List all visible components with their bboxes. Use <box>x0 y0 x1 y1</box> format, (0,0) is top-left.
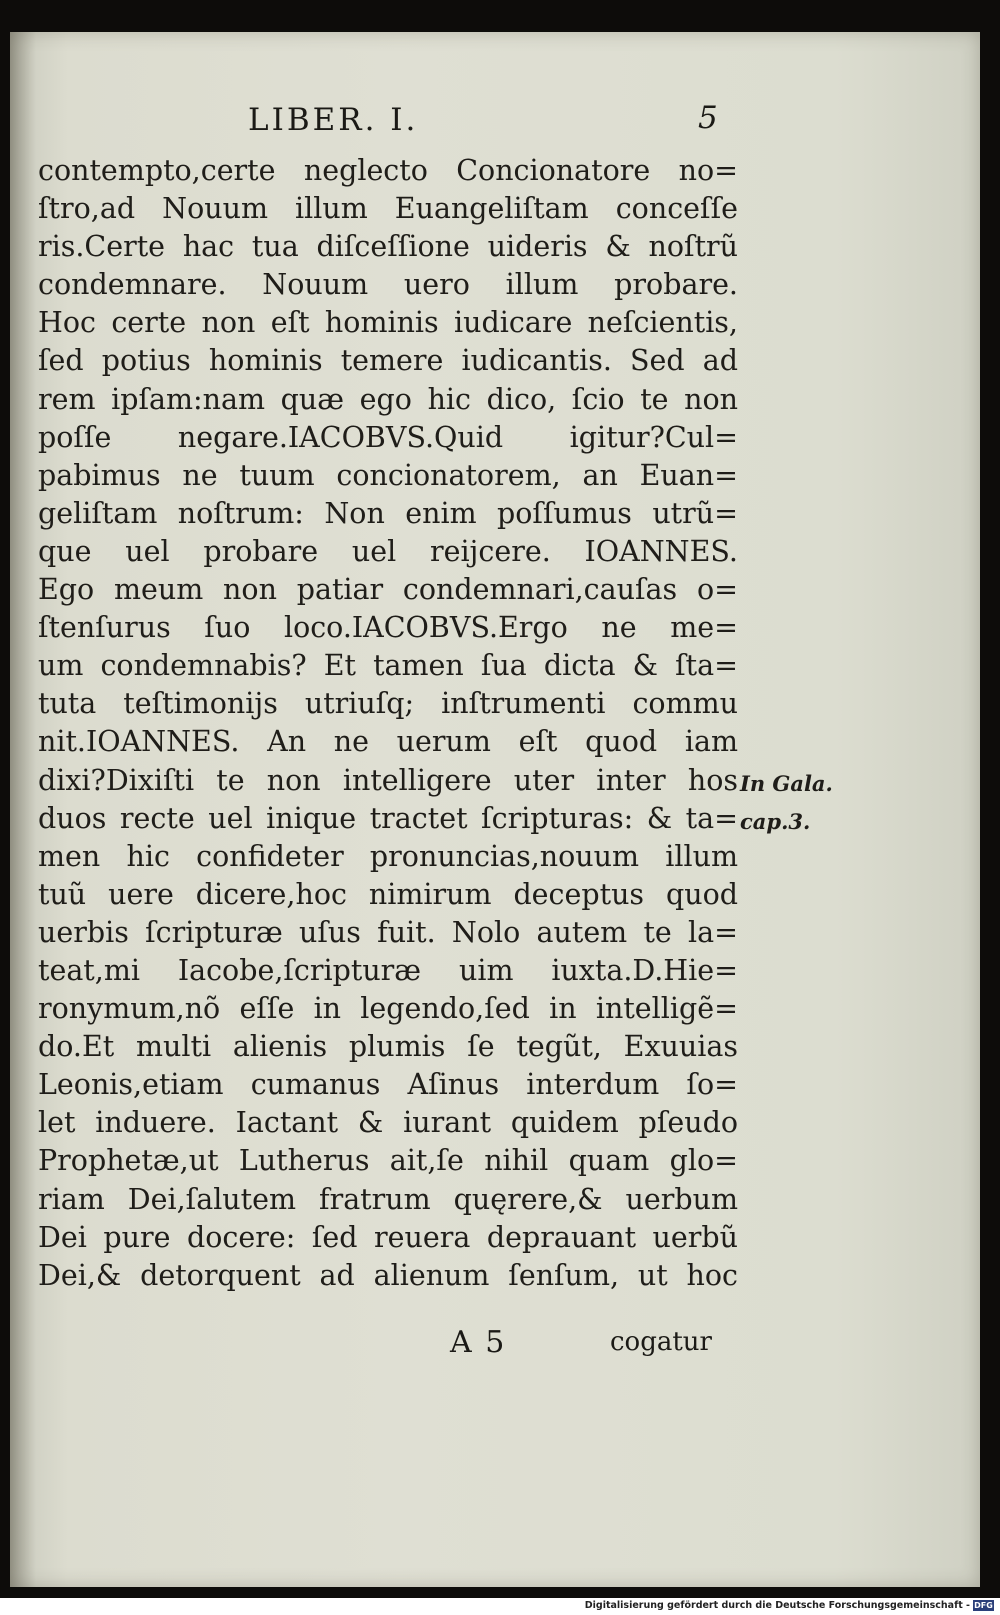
text-line: let induere. Iactant & iurant quidem pſeudo <box>38 1106 738 1140</box>
text-line: teat,mi Iacobe,ſcripturæ uim iuxta.D.Hie= <box>38 953 738 987</box>
margin-note-line: cap.3. <box>740 809 811 834</box>
text-line: que uel probare uel reijcere. IOANNES. <box>38 534 738 568</box>
text-line: ſtenſurus ſuo loco.IACOBVS.Ergo ne me= <box>38 611 738 645</box>
text-line: condemnare. Nouum uero illum probare. <box>38 268 738 302</box>
text-line: nit.IOANNES. An ne uerum eſt quod iam <box>38 725 738 759</box>
text-line: uerbis ſcripturæ uſus fuit. Nolo autem te la= <box>38 915 738 949</box>
text-line: Prophetæ,ut Lutherus ait,ſe nihil quam glo= <box>38 1144 738 1178</box>
page-gutter-shadow <box>10 32 36 1587</box>
text-line: Ego meum non patiar condemnari,cauſas o= <box>38 573 738 607</box>
dfg-logo: DFG <box>974 1601 993 1610</box>
text-line: Dei,& detorquent ad alienum ſenſum, ut hoc <box>38 1258 738 1292</box>
text-line: ſtro,ad Nouum illum Euangeliſtam conceſſe <box>38 192 738 226</box>
text-line: do.Et multi alienis plumis ſe tegũt, Exuuias <box>38 1030 738 1064</box>
text-line: tuta teſtimonijs utriuſq; inſtrumenti commu <box>38 687 738 721</box>
book-page <box>10 32 980 1587</box>
text-line: duos recte uel inique tractet ſcripturas: & ta= <box>38 801 738 835</box>
signature-mark: A 5 <box>450 1325 507 1360</box>
text-line: ronymum,nõ eſſe in legendo,ſed in intelligẽ= <box>38 992 738 1026</box>
text-line: Hoc certe non eſt hominis iudicare neſcientis, <box>38 306 738 340</box>
text-line: contempto,certe neglecto Concionatore no= <box>38 154 738 187</box>
page-number: 5 <box>698 100 718 136</box>
text-line: tuũ uere dicere,hoc nimirum deceptus quod <box>38 877 738 911</box>
text-line: um condemnabis? Et tamen ſua dicta & ſta= <box>38 649 738 683</box>
text-line: rem ipſam:nam quæ ego hic dico, ſcio te non <box>38 382 738 416</box>
text-line: riam Dei,ſalutem fratrum quęrere,& uerbum <box>38 1182 738 1216</box>
margin-note <box>740 765 850 841</box>
text-line: pabimus ne tuum concionatorem, an Euan= <box>38 458 738 492</box>
text-line: poſſe negare.IACOBVS.Quid igitur?Cul= <box>38 420 738 454</box>
body-text <box>38 152 738 1295</box>
catchword: cogatur <box>610 1327 712 1357</box>
digitization-credit: Digitalisierung gefördert durch die Deutsche Forschungsgemeinschaft - <box>584 1600 970 1611</box>
text-line: Leonis,etiam cumanus Aſinus interdum ſo= <box>38 1068 738 1102</box>
text-line: ris.Certe hac tua diſceſſione uideris & noſtrũ <box>38 230 738 264</box>
text-line: Dei pure docere: ſed reuera deprauant uerbũ <box>38 1220 738 1254</box>
text-line: dixi?Dixiſti te non intelligere uter inter hos <box>38 763 738 797</box>
margin-note-line: In Gala. <box>740 771 833 796</box>
text-line: men hic confideter pronuncias,nouum illum <box>38 839 738 873</box>
text-line: geliſtam noſtrum: Non enim poſſumus utrũ= <box>38 496 738 530</box>
running-head: LIBER. I. <box>248 102 419 138</box>
text-line: ſed potius hominis temere iudicantis. Sed ad <box>38 344 738 378</box>
